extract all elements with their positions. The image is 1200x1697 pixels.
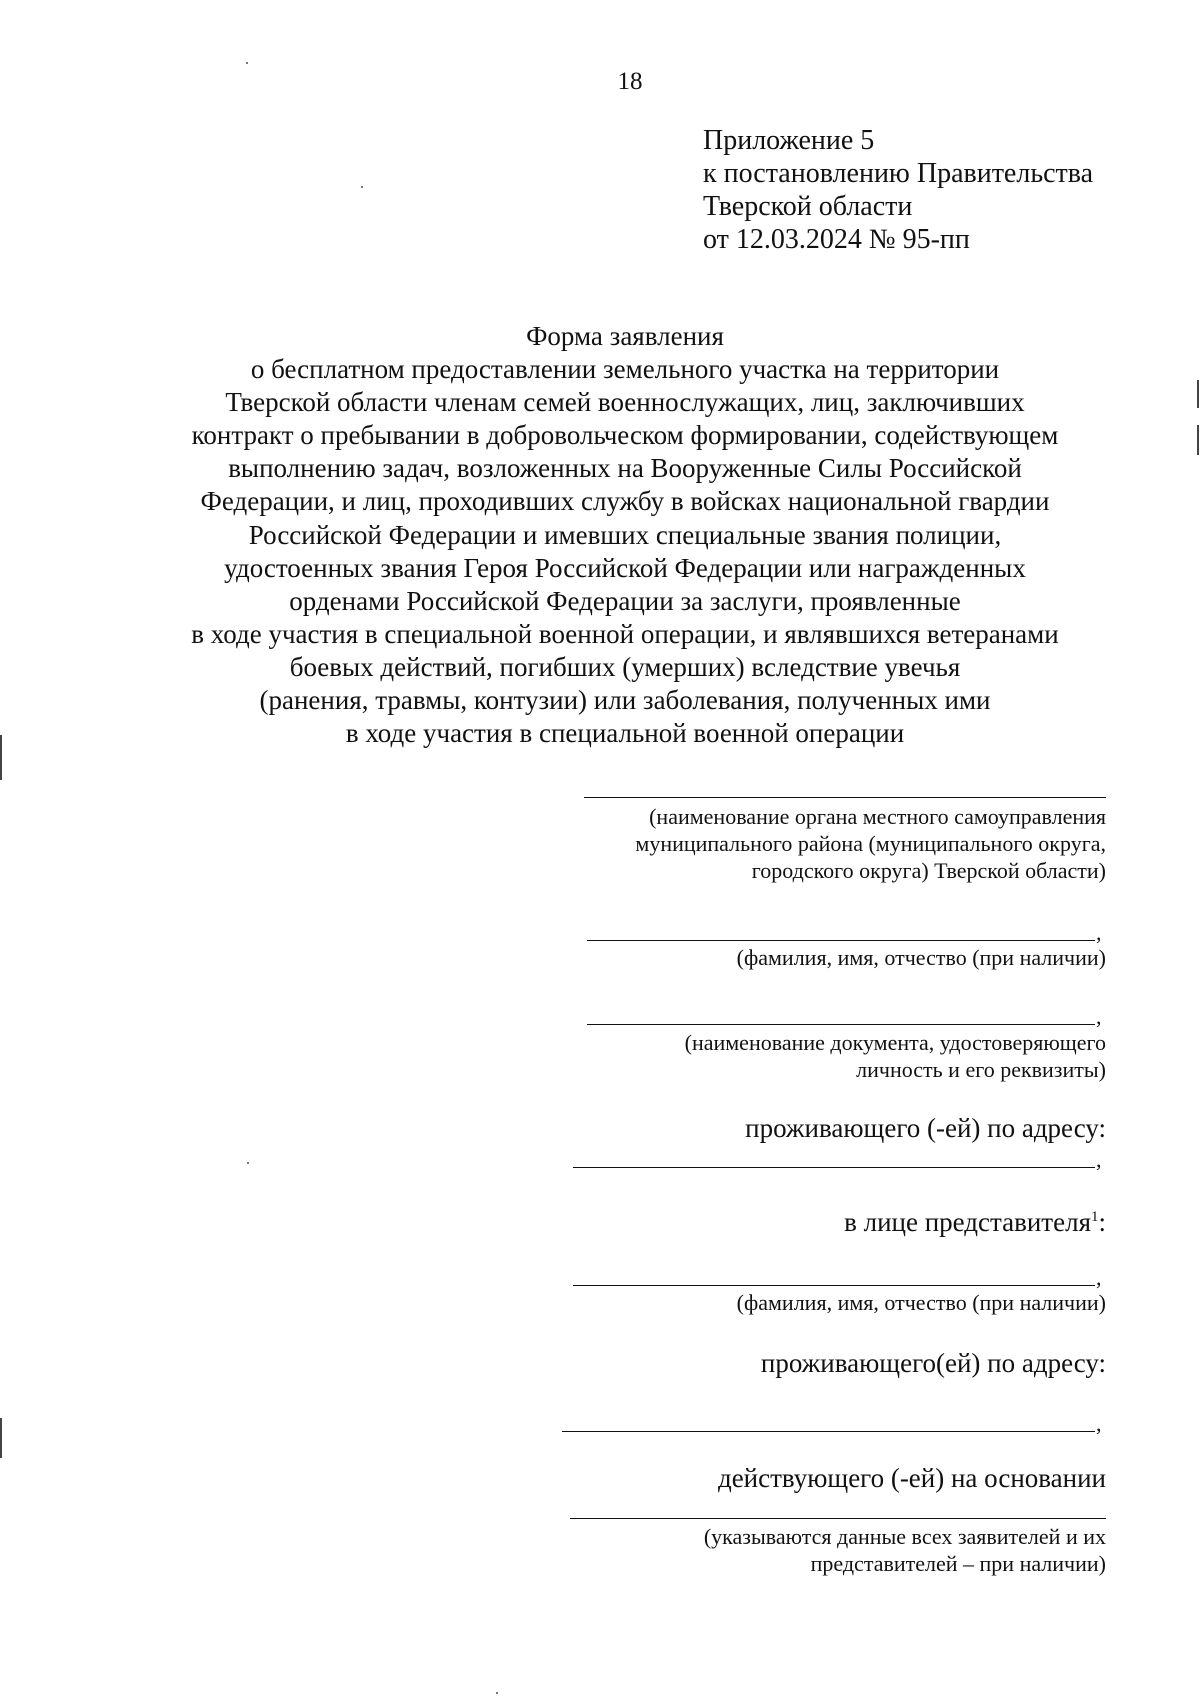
appendix-line-1: Приложение 5 — [703, 125, 875, 156]
title-line-5: выполнению задач, возложенных на Вооруженные Силы Российской — [228, 453, 1022, 484]
authority-caption-line-3: городского округа) Тверской области) — [751, 858, 1106, 883]
document-title — [150, 320, 1100, 750]
authority-caption-line-2: муниципального района (муниципального округа, — [635, 831, 1106, 856]
identity-document-caption-line-2: личность и его реквизиты) — [856, 1057, 1106, 1082]
scan-edge-mark-right-2 — [1197, 425, 1199, 455]
appendix-line-2: к постановлению Правительства — [703, 158, 1094, 189]
representative-address-field-line[interactable] — [562, 1431, 1095, 1432]
title-line-10: в ходе участия в специальной военной операции, и являвшихся ветеранами — [191, 618, 1059, 649]
representative-address-label: проживающего(ей) по адресу: — [760, 1348, 1106, 1378]
representative-fio-field-line[interactable] — [573, 1285, 1095, 1286]
representative-footnote-marker: 1 — [1090, 1209, 1099, 1225]
scan-edge-mark-left-bottom — [0, 1418, 2, 1458]
basis-label: действующего (-ей) на основании — [717, 1463, 1106, 1493]
authority-caption-line-1: (наименование органа местного самоуправления — [649, 804, 1106, 829]
scan-edge-mark-right-1 — [1197, 380, 1199, 408]
title-line-1: Форма заявления — [526, 321, 724, 351]
title-line-8: удостоенных звания Героя Российской Федерации или награжденных — [224, 552, 1026, 583]
authority-field-line[interactable] — [584, 797, 1106, 798]
representative-fio-caption: (фамилия, имя, отчество (при наличии) — [736, 1290, 1106, 1315]
applicant-address-field-line[interactable] — [573, 1167, 1095, 1168]
title-line-7: Российской Федерации и имевших специальные звания полиции, — [248, 519, 1002, 550]
identity-document-caption-line-1: (наименование документа, удостоверяющего — [684, 1030, 1106, 1055]
identity-document-comma: , — [1096, 1004, 1102, 1029]
applicant-address-comma: , — [1096, 1147, 1102, 1172]
identity-document-caption — [685, 1029, 1106, 1083]
title-line-4: контракт о пребывании в добровольческом формировании, содействующем — [191, 420, 1059, 451]
scan-dust-1 — [246, 62, 248, 64]
basis-caption — [704, 1523, 1106, 1577]
scan-dust-4 — [496, 1692, 498, 1694]
representative-label-text: в лице представителя — [844, 1207, 1091, 1237]
title-line-12: (ранения, травмы, контузии) или заболевания, полученных ими — [259, 685, 991, 716]
title-line-9: орденами Российской Федерации за заслуги, проявленные — [289, 585, 961, 616]
applicant-address-label: проживающего (-ей) по адресу: — [745, 1113, 1106, 1143]
scan-dust-3 — [247, 1162, 249, 1164]
basis-caption-line-1: (указываются данные всех заявителей и их — [703, 1524, 1106, 1549]
authority-caption — [635, 803, 1106, 884]
appendix-line-4: от 12.03.2024 № 95-пп — [703, 224, 970, 255]
appendix-line-3: Тверской области — [703, 191, 913, 222]
applicant-fio-field-line[interactable] — [587, 940, 1095, 941]
representative-fio-comma: , — [1096, 1265, 1102, 1290]
title-line-6: Федерации, и лиц, проходивших службу в войсках национальной гвардии — [200, 486, 1050, 517]
representative-label-colon: : — [1098, 1207, 1106, 1237]
page-number: 18 — [617, 68, 643, 95]
applicant-fio-comma: , — [1096, 920, 1102, 945]
representative-label — [844, 1201, 1106, 1238]
scan-edge-mark-left — [0, 735, 2, 780]
representative-address-comma: , — [1096, 1411, 1102, 1436]
scan-dust-2 — [361, 186, 363, 188]
basis-caption-line-2: представителей – при наличии) — [810, 1551, 1106, 1576]
appendix-block — [703, 124, 1093, 256]
applicant-fio-caption: (фамилия, имя, отчество (при наличии) — [736, 945, 1106, 970]
title-line-13: в ходе участия в специальной военной операции — [345, 718, 905, 749]
identity-document-field-line[interactable] — [587, 1024, 1095, 1025]
basis-field-line[interactable] — [570, 1518, 1106, 1519]
title-line-2: о бесплатном предоставлении земельного участка на территории — [250, 354, 1000, 385]
title-line-11: боевых действий, погибших (умерших) вследствие увечья — [289, 651, 961, 682]
title-line-3: Тверской области членам семей военнослужащих, лиц, заключивших — [225, 387, 1025, 418]
